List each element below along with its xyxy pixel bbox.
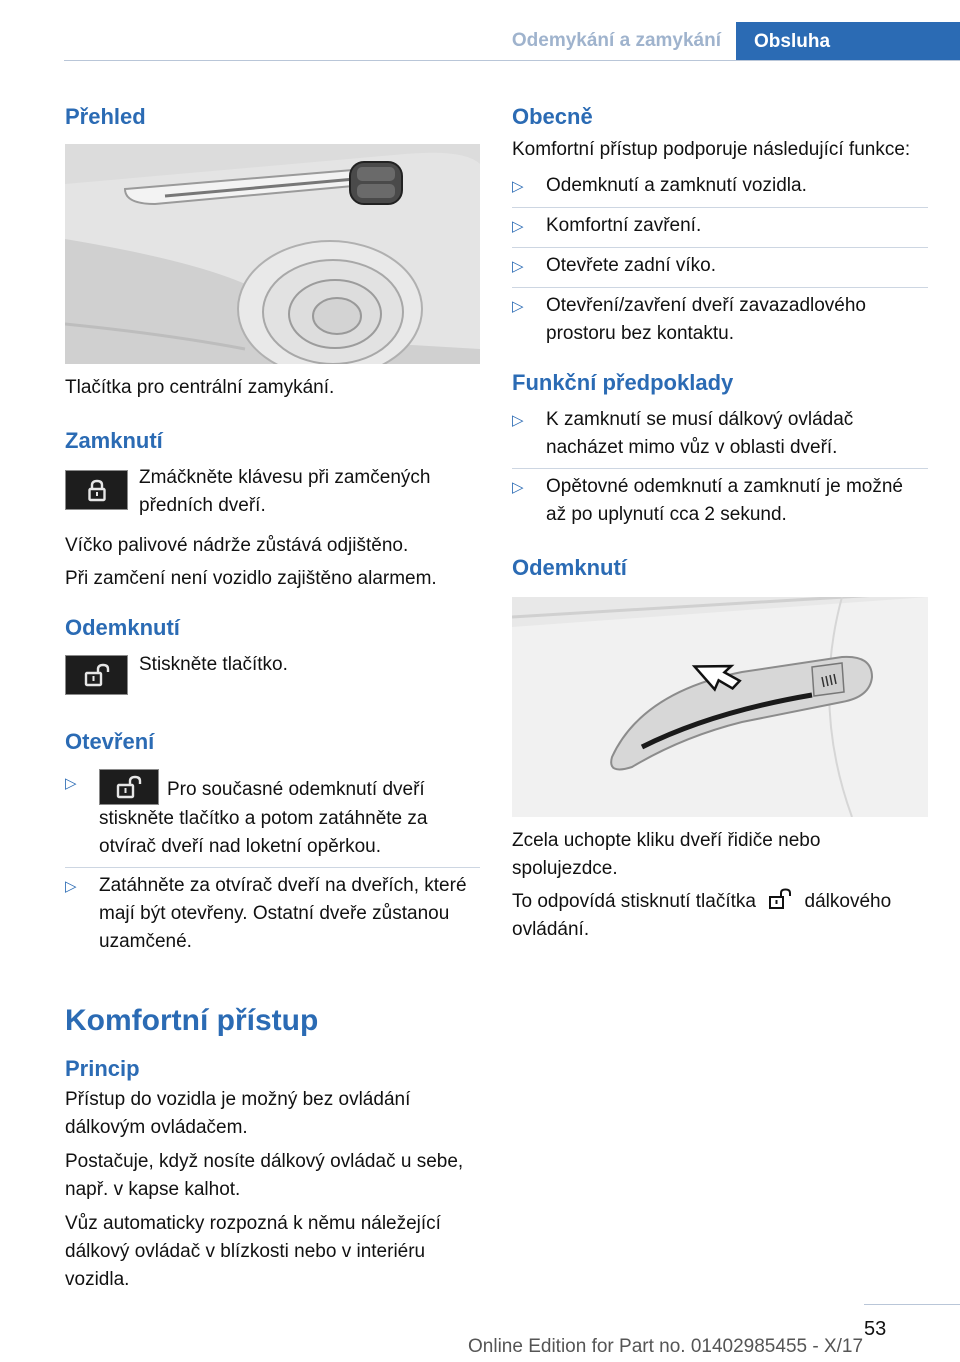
overview-caption: Tlačítka pro centrální zamykání. [65, 377, 335, 398]
unlock-handle-paragraph-2 [512, 888, 928, 944]
list-item-text: Otevření/zavření dveří zavazadlového prostoru bez kontaktu. [546, 295, 867, 344]
unlock-button-image [65, 655, 128, 695]
left-column [65, 100, 480, 1294]
list-item [65, 868, 480, 962]
bullet-triangle-icon: ▷ [512, 218, 524, 235]
list-item [512, 168, 928, 208]
bullet-triangle-icon: ▷ [65, 775, 77, 792]
list-item-text: Opětovné odemknutí a zamknutí je možné až po uplynutí cca 2 sekund. [546, 476, 903, 525]
unlock-instruction-row [65, 651, 480, 695]
overview-heading: Přehled [65, 104, 146, 129]
lock-paragraph-1: Víčko palivové nádrže zůstává odjištěno. [65, 535, 409, 556]
list-item [512, 469, 928, 535]
list-item-text: Komfortní zavření. [546, 215, 702, 236]
comfort-access-heading: Komfortní přístup [65, 1004, 319, 1037]
list-item-text: K zamknutí se musí dálkový ovládač nacházet mimo vůz v oblasti dveří. [546, 409, 854, 458]
list-item-text: Odemknutí a zamknutí vozidla. [546, 175, 807, 196]
unlock-icon [765, 888, 795, 910]
lock-paragraph-2: Při zamčení není vozidlo zajištěno alarmem. [65, 568, 437, 589]
general-list [512, 168, 928, 354]
bullet-triangle-icon: ▷ [512, 412, 524, 429]
list-item [65, 765, 480, 868]
lock-icon [85, 478, 109, 502]
page-number: 53 [864, 1318, 887, 1340]
bullet-triangle-icon: ▷ [512, 178, 524, 195]
header-section-title: Odemykání a zamykání [511, 30, 721, 51]
unlock-heading: Odemknutí [65, 615, 180, 640]
list-item [512, 248, 928, 288]
open-item-2-text: Zatáhněte za otvírač dveří na dveřích, které mají být otevřeny. Ostatní dveře zůstanou uzamčené. [99, 875, 467, 952]
footer-edition: Online Edition for Part no. 01402985455 - X/17 [468, 1336, 864, 1357]
door-panel-photo [65, 144, 480, 364]
principle-heading: Princip [65, 1056, 140, 1081]
bullet-triangle-icon: ▷ [512, 479, 524, 496]
open-item-1-text: Pro současné odemknutí dveří stiskněte tlačítko a potom zatáhněte za otvírač dveří nad loketní opěrkou. [99, 779, 428, 857]
bullet-triangle-icon: ▷ [65, 878, 77, 895]
unlock-handle-paragraph-2-start: To odpovídá stisknutí tlačítka [512, 891, 756, 912]
prerequisites-list [512, 402, 928, 535]
footer-rule [864, 1304, 960, 1305]
principle-paragraph-2: Postačuje, když nosíte dálkový ovládač u sebe, např. v kapse kalhot. [65, 1151, 464, 1200]
open-heading: Otevření [65, 729, 155, 754]
open-list [65, 765, 480, 962]
unlock-instruction: Stiskněte tlačítko. [139, 654, 288, 675]
principle-paragraph-3: Vůz automaticky rozpozná k němu náležející dálkový ovládač v blízkosti nebo v interiéru vozidla. [65, 1213, 441, 1290]
header-rule [64, 60, 960, 61]
principle-paragraph-1: Přístup do vozidla je možný bez ovládání dálkovým ovládačem. [65, 1089, 411, 1138]
bullet-triangle-icon: ▷ [512, 298, 524, 315]
list-item [512, 288, 928, 354]
lock-button-image [65, 470, 128, 510]
general-intro: Komfortní přístup podporuje následující funkce: [512, 139, 911, 160]
lock-instruction: Zmáčkněte klávesu při zamčených předních dveří. [139, 467, 431, 516]
unlock-handle-paragraph-2-end: dálkového ovládání. [512, 891, 892, 940]
right-column [512, 100, 928, 944]
list-item [512, 402, 928, 469]
general-heading: Obecně [512, 104, 593, 129]
unlock-handle-heading: Odemknutí [512, 555, 627, 580]
list-item [512, 208, 928, 248]
header-chapter-tab: Obsluha [736, 22, 960, 61]
list-item-text: Otevřete zadní víko. [546, 255, 717, 276]
door-handle-photo [512, 597, 928, 817]
unlock-icon [115, 775, 143, 799]
lock-heading: Zamknutí [65, 428, 163, 453]
bullet-triangle-icon: ▷ [512, 258, 524, 275]
prerequisites-heading: Funkční předpoklady [512, 370, 734, 395]
unlock-button-image [99, 769, 159, 805]
lock-instruction-row [65, 464, 480, 520]
unlock-icon [83, 663, 111, 687]
unlock-handle-paragraph-1: Zcela uchopte kliku dveří řidiče nebo spolujezdce. [512, 830, 821, 879]
